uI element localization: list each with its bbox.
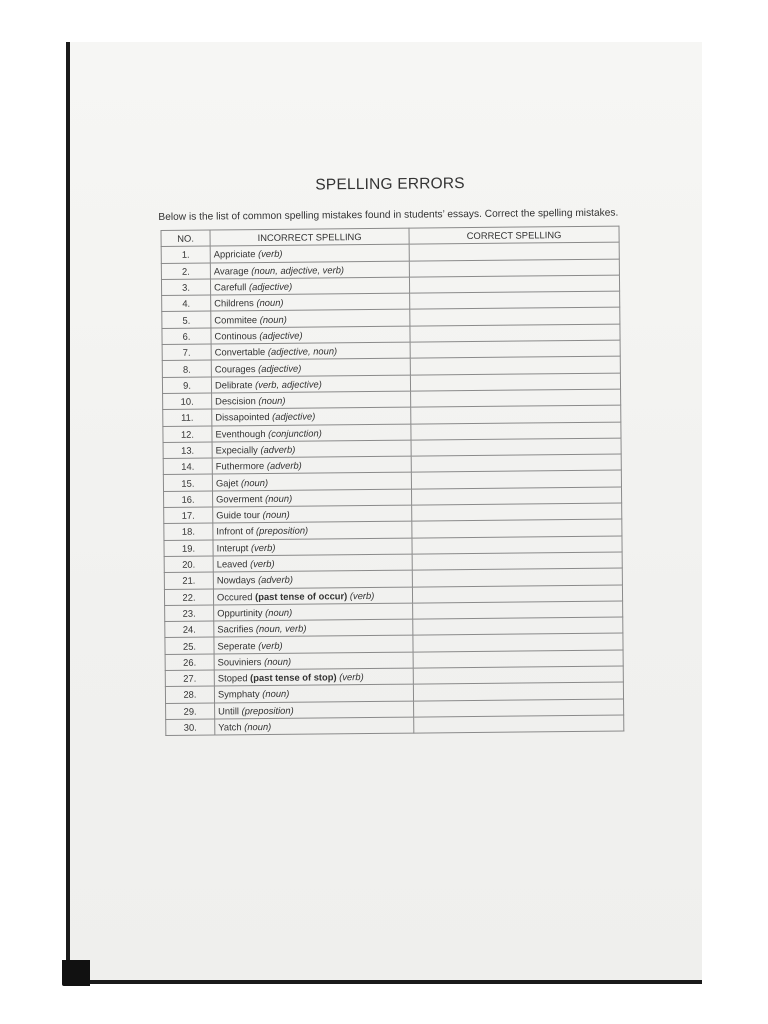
row-number: 1. [161,246,210,263]
misspelled-word: Stoped [217,672,248,684]
page-title: SPELLING ERRORS [315,175,465,194]
correct-spelling-answer-cell[interactable] [410,324,620,342]
row-number: 30. [166,719,215,736]
row-number: 27. [165,670,214,687]
incorrect-spelling-cell [211,375,410,393]
incorrect-spelling-cell [211,358,410,376]
correct-spelling-answer-cell[interactable] [413,633,623,651]
correct-spelling-answer-cell[interactable] [410,356,620,374]
misspelled-word: Nowdays [216,574,256,586]
part-of-speech: (verb) [257,248,283,260]
incorrect-spelling-cell [212,424,411,442]
part-of-speech: (preposition) [255,525,309,537]
part-of-speech: (noun, verb) [255,622,307,635]
incorrect-spelling-cell [215,701,414,719]
part-of-speech: (adjective, noun) [267,345,338,358]
incorrect-spelling-cell [211,326,410,344]
incorrect-spelling-cell [211,310,410,328]
incorrect-spelling-cell [213,505,412,523]
part-of-speech: (noun) [265,492,293,504]
row-number: 26. [165,654,214,671]
part-of-speech: (conjunction) [268,427,322,439]
part-of-speech: (verb) [339,671,364,683]
part-of-speech: (noun) [240,476,269,488]
table-body [161,242,624,735]
misspelled-word: Goverment [216,492,263,505]
incorrect-spelling-cell [213,570,412,588]
incorrect-spelling-cell [210,244,409,262]
correct-spelling-answer-cell[interactable] [411,405,621,423]
incorrect-spelling-cell [212,456,411,474]
misspelled-word: Untill [218,704,240,717]
misspelled-word: Gajet [215,476,239,489]
part-of-speech: (noun) [262,508,290,521]
incorrect-spelling-cell [210,261,409,279]
incorrect-spelling-cell [212,473,411,491]
misspelled-word: Carefull [213,281,247,293]
row-number: 16. [164,491,213,508]
part-of-speech: (verb) [258,639,283,651]
correct-spelling-answer-cell[interactable] [409,259,619,277]
tense-note: (past tense of stop) [250,671,337,684]
row-number: 18. [164,523,213,540]
row-number: 22. [164,589,213,606]
misspelled-word: Guide tour [216,509,261,521]
incorrect-spelling-cell [212,440,411,458]
part-of-speech: (adjective) [272,410,316,423]
part-of-speech: (noun) [244,720,272,733]
correct-spelling-answer-cell[interactable] [410,340,620,358]
part-of-speech: (adjective) [248,280,293,293]
correct-spelling-answer-cell[interactable] [412,585,622,603]
row-number: 12. [163,426,212,443]
spelling-table [160,226,624,737]
misspelled-word: Interupt [216,541,249,554]
incorrect-spelling-cell [213,521,412,539]
part-of-speech: (noun) [256,297,284,309]
incorrect-spelling-cell [211,293,410,311]
part-of-speech: (verb) [250,557,275,570]
misspelled-word: Yatch [218,721,242,733]
page-corner-shadow [62,960,90,986]
row-number: 20. [164,556,213,573]
misspelled-word: Childrens [214,297,254,309]
misspelled-word: Continous [214,329,257,342]
row-number: 24. [165,621,214,638]
correct-spelling-answer-cell[interactable] [410,308,620,326]
row-number: 23. [165,605,214,622]
misspelled-word: Leaved [216,558,248,570]
correct-spelling-answer-cell[interactable] [411,438,621,456]
misspelled-word: Avarage [213,264,249,277]
incorrect-spelling-cell [215,717,414,735]
part-of-speech: (adverb) [257,574,294,586]
correct-spelling-answer-cell[interactable] [412,519,622,537]
incorrect-spelling-cell [210,277,409,295]
misspelled-word: Descision [215,395,256,407]
part-of-speech: (verb, adjective) [255,378,322,390]
column-header-incorrect: INCORRECT SPELLING [210,228,409,246]
row-number: 19. [164,540,213,557]
incorrect-spelling-cell [213,554,412,572]
part-of-speech: (adjective) [258,362,302,374]
row-number: 2. [161,263,210,280]
misspelled-word: Infront of [216,525,254,537]
correct-spelling-answer-cell[interactable] [413,682,623,700]
incorrect-spelling-cell [212,407,411,425]
row-number: 9. [162,377,211,394]
misspelled-word: Futhermore [215,460,265,472]
incorrect-spelling-cell [213,489,412,507]
row-number: 25. [165,637,214,654]
incorrect-spelling-cell [214,684,413,702]
correct-spelling-answer-cell[interactable] [411,454,621,472]
row-number: 3. [161,279,210,296]
misspelled-word: Souviniers [217,655,262,668]
misspelled-word: Delibrate [214,378,253,391]
correct-spelling-answer-cell[interactable] [412,568,622,586]
misspelled-word: Dissapointed [215,411,270,423]
misspelled-word: Appriciate [213,248,256,260]
row-number: 21. [164,572,213,589]
correct-spelling-answer-cell[interactable] [413,666,623,684]
part-of-speech: (noun) [259,313,287,325]
correct-spelling-answer-cell[interactable] [414,715,624,733]
misspelled-word: Oppurtinity [217,606,263,619]
worksheet [158,174,627,737]
part-of-speech: (noun) [258,394,286,407]
misspelled-word: Sacrifies [217,623,254,635]
instructions: Below is the list of common spelling mistakes found in students’ essays. Correct the spelling mistakes. [158,207,619,223]
row-number: 28. [165,686,214,703]
part-of-speech: (noun) [263,655,292,667]
row-number: 8. [162,360,211,377]
incorrect-spelling-cell [214,635,413,653]
correct-spelling-answer-cell[interactable] [412,552,622,570]
row-number: 29. [166,703,215,720]
misspelled-word: Occured [216,590,253,603]
row-number: 15. [163,474,212,491]
correct-spelling-answer-cell[interactable] [411,389,621,407]
misspelled-word: Seperate [217,639,256,652]
misspelled-word: Courages [214,362,256,374]
misspelled-word: Commitee [214,313,258,326]
correct-spelling-answer-cell[interactable] [412,503,622,521]
correct-spelling-answer-cell[interactable] [409,242,619,260]
correct-spelling-answer-cell[interactable] [410,291,620,309]
part-of-speech: (adverb) [266,459,302,472]
correct-spelling-answer-cell[interactable] [413,601,623,619]
incorrect-spelling-cell [214,603,413,621]
incorrect-spelling-cell [212,391,411,409]
tense-note: (past tense of occur) [255,589,348,602]
misspelled-word: Symphaty [217,688,260,700]
part-of-speech: (verb) [250,541,276,553]
row-number: 14. [163,458,212,475]
correct-spelling-answer-cell[interactable] [412,536,622,554]
correct-spelling-answer-cell[interactable] [411,422,621,440]
row-number: 4. [162,295,211,312]
incorrect-spelling-cell [213,538,412,556]
row-number: 10. [163,393,212,410]
part-of-speech: (noun) [262,688,290,700]
row-number: 13. [163,442,212,459]
correct-spelling-answer-cell[interactable] [410,373,620,391]
row-number: 11. [163,409,212,426]
row-number: 5. [162,311,211,328]
row-number: 7. [162,344,211,361]
incorrect-spelling-cell [213,587,412,605]
part-of-speech: (noun, adjective, verb) [251,263,345,276]
part-of-speech: (adverb) [260,443,296,456]
part-of-speech: (noun) [265,606,293,618]
column-header-no: NO. [161,230,210,247]
incorrect-spelling-cell [214,619,413,637]
incorrect-spelling-cell [214,668,413,686]
correct-spelling-answer-cell[interactable] [409,275,619,293]
correct-spelling-answer-cell[interactable] [413,617,623,635]
column-header-correct: CORRECT SPELLING [409,226,619,244]
correct-spelling-answer-cell[interactable] [411,471,621,489]
incorrect-spelling-cell [211,342,410,360]
part-of-speech: (adjective) [259,329,303,341]
part-of-speech: (verb) [349,589,375,601]
row-number: 17. [164,507,213,524]
correct-spelling-answer-cell[interactable] [414,699,624,717]
misspelled-word: Expecially [215,444,258,456]
correct-spelling-answer-cell[interactable] [413,650,623,668]
misspelled-word: Eventhough [215,427,266,440]
correct-spelling-answer-cell[interactable] [411,487,621,505]
row-number: 6. [162,328,211,345]
misspelled-word: Convertable [214,346,266,358]
incorrect-spelling-cell [214,652,413,670]
part-of-speech: (preposition) [241,704,294,716]
